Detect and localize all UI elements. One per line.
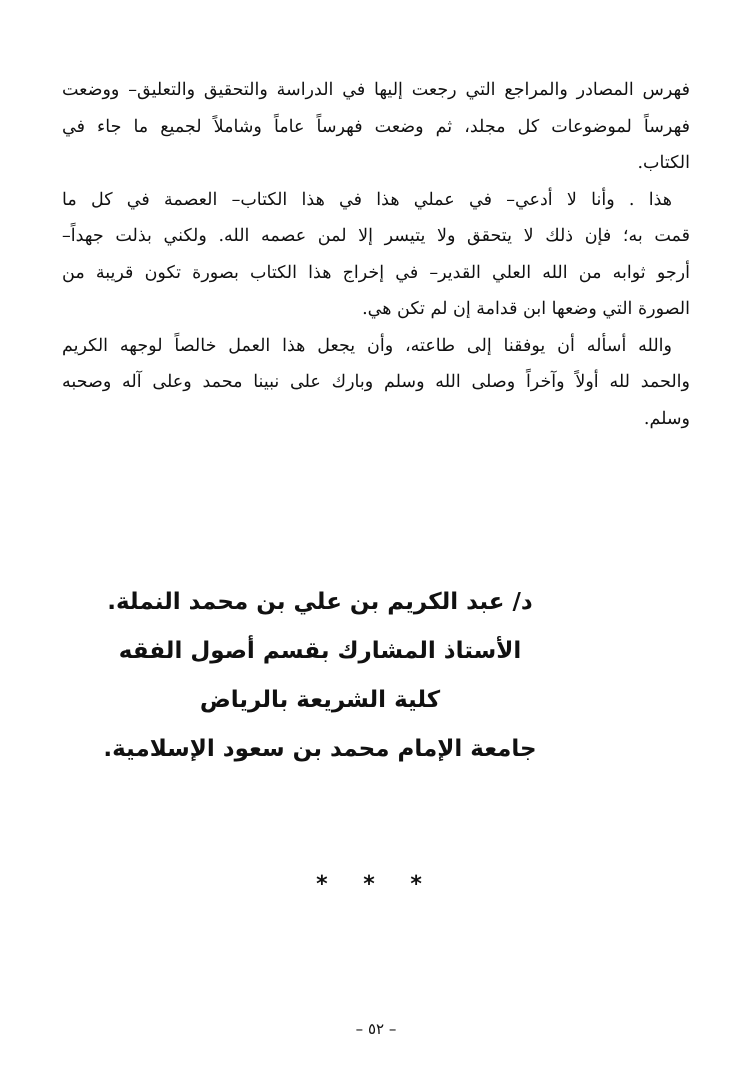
text-line: والله أسأله أن يوفقنا إلى طاعته، وأن يجعل هذا العمل خالصاً لوجهه الكريم [62,335,672,356]
page-number: – ٥٢ – [355,1020,397,1038]
text-line: الكتاب. [637,153,690,173]
author-college: كلية الشريعة بالرياض [199,687,441,713]
text-line: فهرساً لموضوعات كل مجلد، ثم وضعت فهرساً عاماً وشاملاً لجميع ما جاء في [62,116,690,137]
author-name: د/ عبد الكريم بن علي بن محمد النملة. [107,589,533,615]
text-line: وسلم. [643,408,690,429]
section-separator: * * * [316,872,436,897]
text-line: هذا . وأنا لا أدعي– في عملي هذا في هذا الكتاب– العصمة في كل ما [62,189,672,210]
text-line: أرجو ثوابه من الله العلي القدير– في إخراج هذا الكتاب بصورة تكون قريبة من [62,262,690,283]
author-university: جامعة الإمام محمد بن سعود الإسلامية. [103,736,537,762]
text-line: الصورة التي وضعها ابن قدامة إن لم تكن هي. [362,299,690,319]
signature-block [60,578,580,774]
text-line: فهرس المصادر والمراجع التي رجعت إليها في الدراسة والتحقيق والتعليق– ووضعت [62,80,690,100]
text-line: والحمد لله أولاً وآخراً وصلى الله وسلم وبارك على نبينا محمد وعلى آله وصحبه [62,372,690,392]
text-line: قمت به؛ فإن ذلك لا يتحقق ولا يتيسر إلا لمن عصمه الله. ولكني بذلت جهداً– [62,226,690,246]
body-text [62,72,690,437]
author-position: الأستاذ المشارك بقسم أصول الفقه [118,638,522,664]
